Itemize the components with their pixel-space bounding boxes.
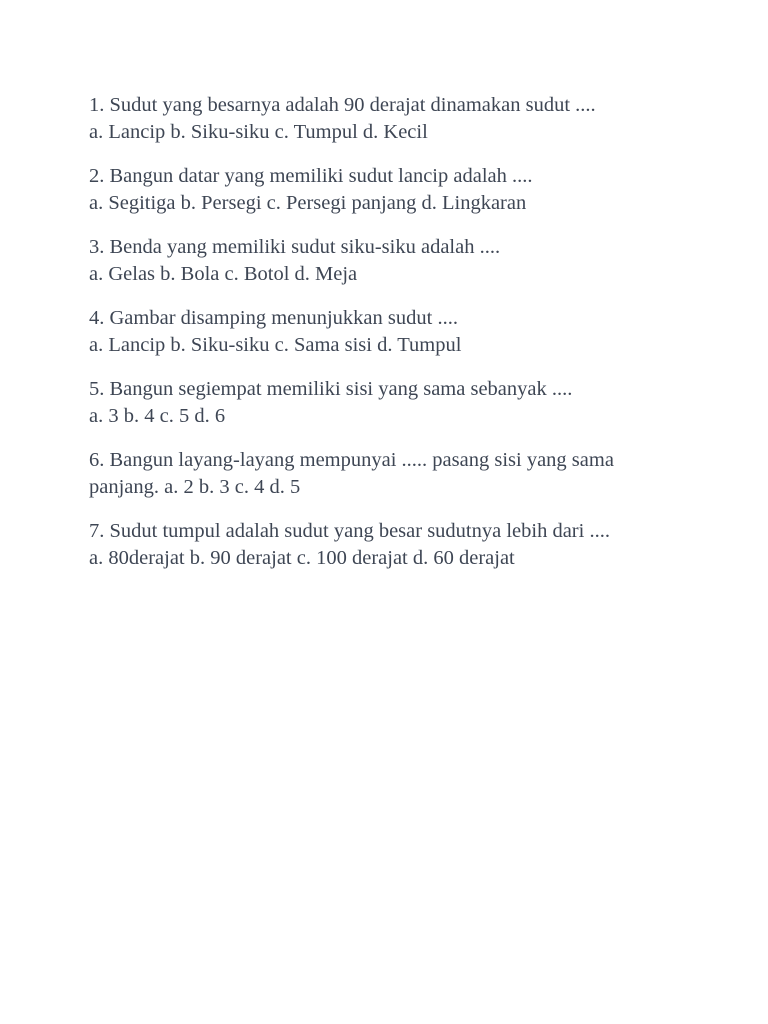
- question-text: 3. Benda yang memiliki sudut siku-siku adalah ....: [89, 236, 501, 258]
- question-5: [89, 376, 689, 429]
- question-2: [89, 163, 689, 216]
- answer-options: a. Segitiga b. Persegi c. Persegi panjang d. Lingkaran: [89, 191, 527, 214]
- question-3: [89, 234, 689, 287]
- question-1: [89, 92, 689, 145]
- question-text: 7. Sudut tumpul adalah sudut yang besar sudutnya lebih dari ....: [89, 520, 610, 542]
- question-text: 1. Sudut yang besarnya adalah 90 derajat dinamakan sudut ....: [89, 94, 596, 116]
- answer-options: a. 80derajat b. 90 derajat c. 100 derajat d. 60 derajat: [89, 546, 515, 569]
- answer-options: a. Lancip b. Siku-siku c. Tumpul d. Kecil: [89, 120, 428, 143]
- answer-options: a. Lancip b. Siku-siku c. Sama sisi d. Tumpul: [89, 333, 462, 356]
- answer-options: a. Gelas b. Bola c. Botol d. Meja: [89, 262, 358, 285]
- question-text: 5. Bangun segiempat memiliki sisi yang sama sebanyak ....: [89, 378, 573, 400]
- question-text: 6. Bangun layang-layang mempunyai ..... pasang sisi yang sama: [89, 449, 614, 471]
- answer-options: panjang. a. 2 b. 3 c. 4 d. 5: [89, 475, 301, 498]
- question-6: [89, 447, 689, 500]
- question-7: [89, 518, 689, 571]
- document-page: [89, 92, 689, 589]
- answer-options: a. 3 b. 4 c. 5 d. 6: [89, 404, 226, 427]
- question-text: 2. Bangun datar yang memiliki sudut lancip adalah ....: [89, 165, 533, 187]
- question-4: [89, 305, 689, 358]
- question-text: 4. Gambar disamping menunjukkan sudut ....: [89, 307, 458, 329]
